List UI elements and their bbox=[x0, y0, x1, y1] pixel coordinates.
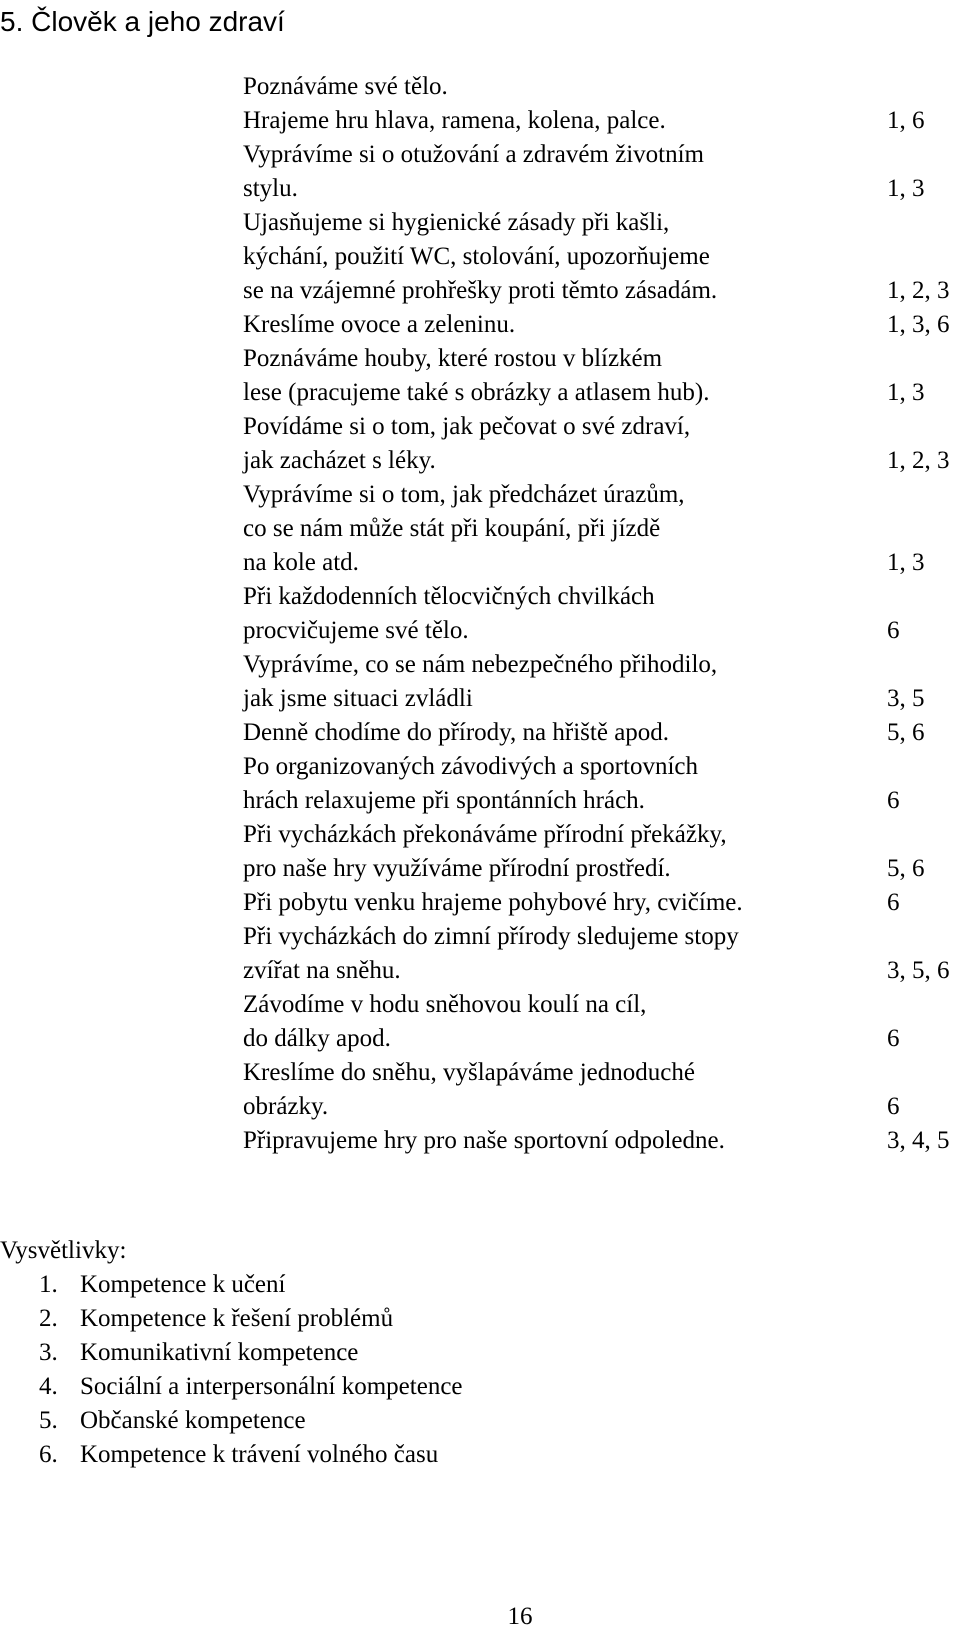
activity-text: Při vycházkách do zimní přírody sledujeme stopy bbox=[243, 923, 739, 950]
activity-line bbox=[243, 1022, 955, 1056]
activity-line bbox=[243, 376, 955, 410]
activity-line bbox=[243, 274, 955, 308]
competence-codes: 3, 4, 5 bbox=[887, 1127, 950, 1154]
activity-text: Kreslíme do sněhu, vyšlapáváme jednoduché bbox=[243, 1059, 695, 1086]
activity-text: Vyprávíme si o tom, jak předcházet úrazům, bbox=[243, 481, 685, 508]
activity-line bbox=[243, 512, 955, 546]
competence-codes: 6 bbox=[887, 787, 900, 814]
activity-text: Po organizovaných závodivých a sportovních bbox=[243, 753, 698, 780]
competence-codes: 3, 5 bbox=[887, 685, 925, 712]
activity-text: Denně chodíme do přírody, na hřiště apod. bbox=[243, 719, 670, 746]
legend-item bbox=[0, 1370, 463, 1404]
activity-line bbox=[243, 478, 955, 512]
activity-line bbox=[243, 342, 955, 376]
competence-codes: 5, 6 bbox=[887, 855, 925, 882]
competence-codes: 6 bbox=[887, 889, 900, 916]
activity-text: hrách relaxujeme při spontánních hrách. bbox=[243, 787, 645, 814]
legend-item-label: Sociální a interpersonální kompetence bbox=[80, 1373, 463, 1400]
activity-line bbox=[243, 138, 955, 172]
legend-item-label: Kompetence k trávení volného času bbox=[80, 1441, 439, 1468]
activity-text: lese (pracujeme také s obrázky a atlasem hub). bbox=[243, 379, 710, 406]
activity-text: Závodíme v hodu sněhovou koulí na cíl, bbox=[243, 991, 647, 1018]
activity-text: zvířat na sněhu. bbox=[243, 957, 401, 984]
activity-line bbox=[243, 750, 955, 784]
activity-line bbox=[243, 546, 955, 580]
legend-list bbox=[0, 1268, 463, 1472]
competence-codes: 1, 3 bbox=[887, 549, 925, 576]
legend-item bbox=[0, 1302, 394, 1336]
activity-text: jak jsme situaci zvládli bbox=[243, 685, 473, 712]
competence-codes: 1, 3 bbox=[887, 175, 925, 202]
activity-line bbox=[243, 444, 955, 478]
activity-text: jak zacházet s léky. bbox=[243, 447, 436, 474]
activity-text: Hrajeme hru hlava, ramena, kolena, palce. bbox=[243, 107, 666, 134]
activity-text: Povídáme si o tom, jak pečovat o své zdraví, bbox=[243, 413, 691, 440]
competence-codes: 5, 6 bbox=[887, 719, 925, 746]
activity-line bbox=[243, 614, 955, 648]
activity-text: Při pobytu venku hrajeme pohybové hry, cvičíme. bbox=[243, 889, 743, 916]
legend-item-label: Kompetence k učení bbox=[80, 1271, 286, 1298]
activity-line bbox=[243, 104, 955, 138]
activity-text: na kole atd. bbox=[243, 549, 359, 576]
legend-title: Vysvětlivky: bbox=[0, 1237, 127, 1264]
legend-item-label: Komunikativní kompetence bbox=[80, 1339, 359, 1366]
legend-item-number: 5. bbox=[39, 1407, 58, 1434]
legend-item bbox=[0, 1336, 359, 1370]
legend-item-label: Kompetence k řešení problémů bbox=[80, 1305, 394, 1332]
activity-text: se na vzájemné prohřešky proti těmto zásadám. bbox=[243, 277, 718, 304]
section-heading: 5. Člověk a jeho zdraví bbox=[0, 6, 285, 37]
activity-line bbox=[243, 716, 955, 750]
activity-line bbox=[243, 206, 955, 240]
activity-text: kýchání, použití WC, stolování, upozorňujeme bbox=[243, 243, 710, 270]
activity-text: Připravujeme hry pro naše sportovní odpoledne. bbox=[243, 1127, 725, 1154]
activity-text: Ujasňujeme si hygienické zásady při kašli, bbox=[243, 209, 670, 236]
activity-line bbox=[243, 648, 955, 682]
activity-line bbox=[243, 988, 955, 1022]
legend-item-label: Občanské kompetence bbox=[80, 1407, 306, 1434]
legend-item-number: 4. bbox=[39, 1373, 58, 1400]
activity-line bbox=[243, 410, 955, 444]
legend bbox=[0, 1234, 463, 1472]
legend-item-number: 6. bbox=[39, 1441, 58, 1468]
competence-codes: 3, 5, 6 bbox=[887, 957, 950, 984]
competence-codes: 6 bbox=[887, 617, 900, 644]
activity-line bbox=[243, 920, 955, 954]
activity-text: Při vycházkách překonáváme přírodní překážky, bbox=[243, 821, 727, 848]
competence-codes: 1, 3 bbox=[887, 379, 925, 406]
activity-text: Kreslíme ovoce a zeleninu. bbox=[243, 311, 516, 338]
activity-line bbox=[243, 580, 955, 614]
legend-item-number: 3. bbox=[39, 1339, 58, 1366]
page-number: 16 bbox=[507, 1603, 533, 1630]
activity-line bbox=[243, 1124, 955, 1158]
competence-codes: 1, 6 bbox=[887, 107, 925, 134]
legend-item bbox=[0, 1404, 306, 1438]
activity-text: Vyprávíme si o otužování a zdravém životním bbox=[243, 141, 704, 168]
activity-line bbox=[243, 70, 955, 104]
activity-text: procvičujeme své tělo. bbox=[243, 617, 469, 644]
competence-codes: 1, 2, 3 bbox=[887, 277, 950, 304]
activity-line bbox=[243, 954, 955, 988]
activity-line bbox=[243, 240, 955, 274]
activity-line bbox=[243, 886, 955, 920]
competence-codes: 1, 2, 3 bbox=[887, 447, 950, 474]
legend-item-number: 1. bbox=[39, 1271, 58, 1298]
activity-text: Při každodenních tělocvičných chvilkách bbox=[243, 583, 655, 610]
activity-text: do dálky apod. bbox=[243, 1025, 391, 1052]
activity-line bbox=[243, 308, 955, 342]
activity-line bbox=[243, 852, 955, 886]
activity-text: Vyprávíme, co se nám nebezpečného přihodilo, bbox=[243, 651, 718, 678]
activity-text: pro naše hry využíváme přírodní prostředí. bbox=[243, 855, 671, 882]
activity-line bbox=[243, 682, 955, 716]
activity-line bbox=[243, 1090, 955, 1124]
competence-codes: 6 bbox=[887, 1093, 900, 1120]
competence-codes: 6 bbox=[887, 1025, 900, 1052]
competence-codes: 1, 3, 6 bbox=[887, 311, 950, 338]
legend-item bbox=[0, 1438, 439, 1472]
activity-list bbox=[243, 70, 955, 1158]
activity-text: Poznáváme houby, které rostou v blízkém bbox=[243, 345, 663, 372]
activity-text: Poznáváme své tělo. bbox=[243, 73, 448, 100]
activity-text: stylu. bbox=[243, 175, 298, 202]
activity-text: obrázky. bbox=[243, 1093, 329, 1120]
activity-line bbox=[243, 818, 955, 852]
activity-text: co se nám může stát při koupání, při jízdě bbox=[243, 515, 661, 542]
activity-line bbox=[243, 1056, 955, 1090]
activity-line bbox=[243, 784, 955, 818]
legend-item-number: 2. bbox=[39, 1305, 58, 1332]
legend-item bbox=[0, 1268, 286, 1302]
activity-line bbox=[243, 172, 955, 206]
